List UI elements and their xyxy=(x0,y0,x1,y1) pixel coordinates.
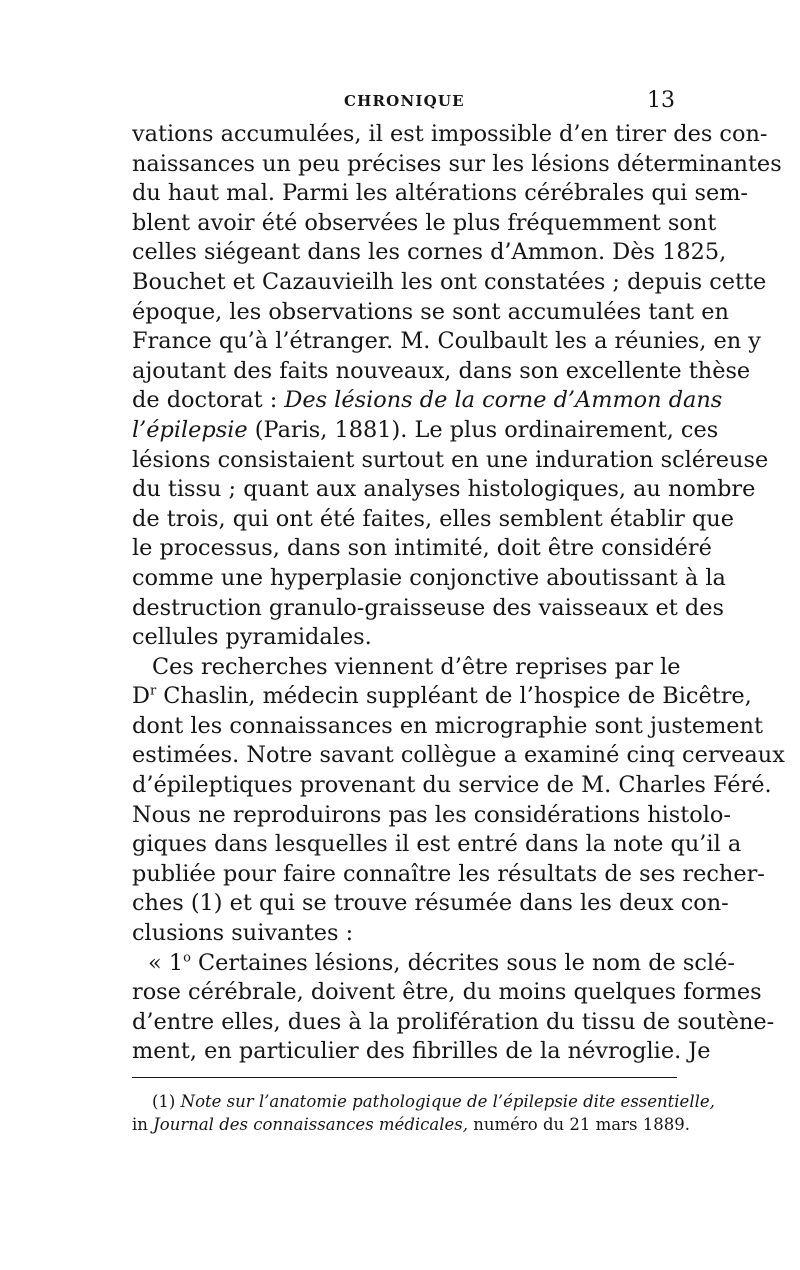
text-line: celles siégeant dans les cornes d’Ammon. Dès 1825, xyxy=(132,239,727,266)
footnote-marker: (1) xyxy=(152,1092,181,1111)
text-line: Nous ne reproduirons pas les considérations histolo- xyxy=(132,801,731,828)
text-line: dont les connaissances en micrographie sont justement xyxy=(132,712,763,739)
page-number: 13 xyxy=(647,88,675,113)
text-run: (Paris, 1881). Le plus ordinairement, ces xyxy=(247,416,719,443)
text-line: destruction granulo-graisseuse des vaisseaux et des xyxy=(132,594,724,621)
text-line: ajoutant des faits nouveaux, dans son excellente thèse xyxy=(132,357,751,384)
text-line: naissances un peu précises sur les lésions déterminantes xyxy=(132,150,782,177)
text-line: vations accumulées, il est impossible d’en tirer des con- xyxy=(132,121,768,147)
text-run: numéro du 21 mars 1889. xyxy=(468,1115,690,1134)
footnote-line xyxy=(132,1090,715,1113)
footnote-title: Note sur l’anatomie pathologique de l’épilepsie dite essentielle, xyxy=(180,1092,715,1111)
text-line: le processus, dans son intimité, doit être considéré xyxy=(132,535,712,562)
text-line: de trois, qui ont été faites, elles semblent établir que xyxy=(132,505,734,532)
text-run: Certaines lésions, décrites sous le nom de sclé- xyxy=(190,949,735,976)
body-text xyxy=(132,120,785,1067)
text-line xyxy=(132,386,723,416)
text-line xyxy=(132,416,719,446)
text-line: France qu’à l’étranger. M. Coulbault les a réunies, en y xyxy=(132,328,761,355)
text-line: comme une hyperplasie conjonctive aboutissant à la xyxy=(132,564,726,591)
text-run: Chaslin, médecin suppléant de l’hospice de Bicêtre, xyxy=(156,683,752,710)
italic-title: l’épilepsie xyxy=(132,416,248,443)
footnote-divider xyxy=(132,1077,677,1078)
text-run: in xyxy=(132,1115,154,1134)
text-line: cellules pyramidales. xyxy=(132,624,372,651)
text-line: époque, les observations se sont accumulées tant en xyxy=(132,298,729,325)
text-line: estimées. Notre savant collègue a examiné cinq cerveaux xyxy=(132,742,785,769)
text-run: D xyxy=(132,683,150,710)
text-line: giques dans lesquelles il est entré dans la note qu’il a xyxy=(132,831,742,858)
text-line: lésions consistaient surtout en une induration scléreuse xyxy=(132,446,769,473)
text-line: Ces recherches viennent d’être reprises par le xyxy=(152,653,681,680)
running-title: CHRONIQUE xyxy=(344,92,465,110)
footnote xyxy=(132,1090,715,1136)
page-header xyxy=(132,88,677,118)
superscript: o xyxy=(183,950,191,966)
text-line: blent avoir été observées le plus fréquemment sont xyxy=(132,209,717,236)
text-line: clusions suivantes : xyxy=(132,920,354,947)
text-line: du haut mal. Parmi les altérations cérébrales qui sem- xyxy=(132,180,748,207)
text-line: du tissu ; quant aux analyses histologiques, au nombre xyxy=(132,476,756,503)
text-line: ment, en particulier des fibrilles de la névroglie. Je xyxy=(132,1038,711,1065)
text-run: de doctorat : xyxy=(132,387,285,414)
text-line: Bouchet et Cazauvieilh les ont constatées ; depuis cette xyxy=(132,268,767,295)
footnote-line xyxy=(132,1113,690,1136)
text-line: rose cérébrale, doivent être, du moins quelques formes xyxy=(132,979,762,1006)
text-line xyxy=(132,949,735,979)
footnote-journal: Journal des connaissances médicales, xyxy=(153,1115,468,1134)
text-run: « 1 xyxy=(148,949,184,976)
text-line: d’entre elles, dues à la prolifération du tissu de soutène- xyxy=(132,1008,775,1035)
italic-title: Des lésions de la corne d’Ammon dans xyxy=(284,387,723,414)
text-line: publiée pour faire connaître les résultats de ses recher- xyxy=(132,860,765,887)
text-line: d’épileptiques provenant du service de M. Charles Féré. xyxy=(132,772,772,799)
text-line xyxy=(132,682,752,712)
superscript: r xyxy=(149,683,157,699)
text-line: ches (1) et qui se trouve résumée dans les deux con- xyxy=(132,890,729,917)
